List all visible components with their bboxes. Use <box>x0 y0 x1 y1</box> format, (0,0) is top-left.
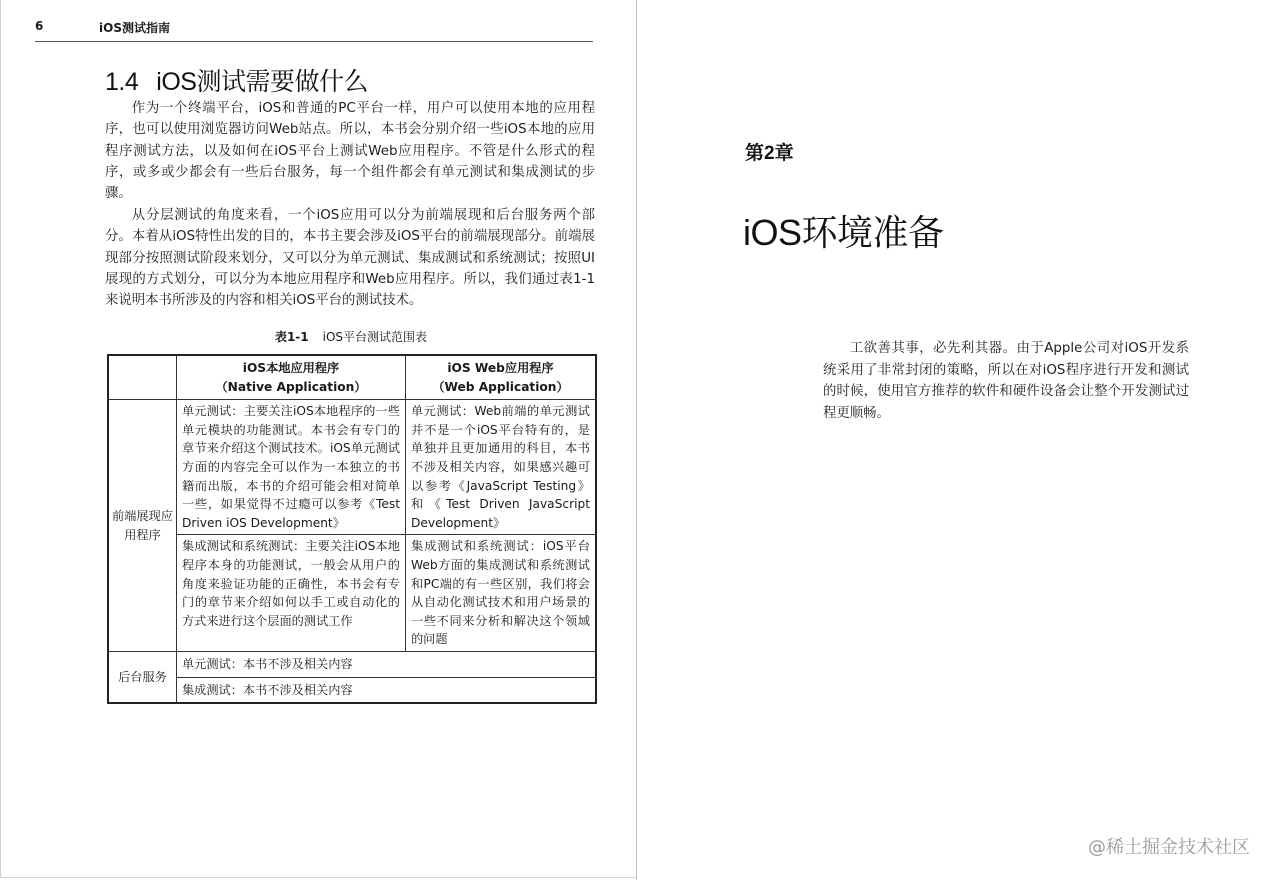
section-heading <box>105 62 368 98</box>
web-unit-test-cell: 单元测试：Web前端的单元测试并不是一个iOS平台特有的，是单独并且更加通用的科目，本书不涉及相关内容，如果感兴趣可以参考《JavaScript Testing》和《Test Driven JavaScript Development》 <box>406 400 597 535</box>
page-number: 6 <box>35 19 44 33</box>
backend-unit-test-cell: 单元测试：本书不涉及相关内容 <box>176 651 596 677</box>
header-cell-web <box>406 355 597 400</box>
paragraph-2: 从分层测试的角度来看，一个iOS应用可以分为前端展现和后台服务两个部分。本着从iOS特性出发的目的，本书主要会涉及iOS平台的前端展现部分。前端展现部分按照测试阶段来划分，又可以分为单元测试、集成测试和系统测试；按照UI展现的方式划分，可以分为本地应用程序和Web应用程序。所以，我们通过表1-1来说明本书所涉及的内容和相关iOS平台的测试技术。 <box>105 208 595 309</box>
chapter-label: 第2章 <box>745 143 794 164</box>
web-integration-test-cell: 集成测试和系统测试：iOS平台Web方面的集成测试和系统测试和PC端的有一些区别，我们将会从自动化测试技术和用户场景的一些不同来分析和解决这个领域的问题 <box>406 535 597 652</box>
chapter-intro: 工欲善其事，必先利其器。由于Apple公司对iOS开发系统采用了非常封闭的策略，所以在对iOS程序进行开发和测试的时候，使用官方推荐的软件和硬件设备会让整个开发测试过程更顺畅。 <box>823 341 1189 421</box>
book-title: iOS测试指南 <box>99 21 170 35</box>
table-caption-title: iOS平台测试范围表 <box>322 330 428 344</box>
table-row <box>108 400 596 535</box>
table-row <box>108 677 596 703</box>
header-cell-empty <box>108 355 176 400</box>
right-page <box>637 0 1274 880</box>
table-caption-label: 表1-1 <box>274 330 309 344</box>
table-row <box>108 651 596 677</box>
table-header-row <box>108 355 596 400</box>
table-row <box>108 535 596 652</box>
native-integration-test-cell: 集成测试和系统测试：主要关注iOS本地程序本身的功能测试，一般会从用户的角度来验证功能的正确性，本书会有专门的章节来介绍如何以手工或自动化的方式来进行这个层面的测试工作 <box>176 535 405 652</box>
section-number: 1.4 <box>105 68 139 96</box>
running-header <box>35 18 593 42</box>
native-unit-test-cell: 单元测试：主要关注iOS本地程序的一些单元模块的功能测试。本书会有专门的章节来介绍这个测试技术。iOS单元测试方面的内容完全可以作为一本独立的书籍而出版，本书的介绍可能会相对简单一些，如果觉得不过瘾可以参考《Test Driven iOS Development》 <box>176 400 405 535</box>
header-native-line2: （Native Application） <box>215 379 367 394</box>
category-cell-backend: 后台服务 <box>108 651 176 703</box>
watermark: @稀土掘金技术社区 <box>1088 837 1250 858</box>
header-rule <box>35 41 593 42</box>
test-scope-table <box>107 354 597 704</box>
chapter-title: iOS环境准备 <box>743 212 944 253</box>
paragraph-1: 作为一个终端平台，iOS和普通的PC平台一样，用户可以使用本地的应用程序，也可以使用浏览器访问Web站点。所以，本书会分别介绍一些iOS本地的应用程序测试方法，以及如何在iOS平台上测试Web应用程序。不管是什么形式的程序，或多或少都会有一些后台服务，每一个组件都会有单元测试和集成测试的步骤。 <box>105 101 595 202</box>
table-caption <box>105 328 597 345</box>
header-web-line2: （Web Application） <box>432 379 569 394</box>
header-web-line1: iOS Web应用程序 <box>447 361 554 375</box>
header-cell-native <box>176 355 405 400</box>
category-cell-frontend: 前端展现应用程序 <box>108 400 176 652</box>
left-page <box>0 0 636 878</box>
backend-integration-test-cell: 集成测试：本书不涉及相关内容 <box>176 677 596 703</box>
header-native-line1: iOS本地应用程序 <box>242 361 340 375</box>
section-title: iOS测试需要做什么 <box>156 68 368 96</box>
